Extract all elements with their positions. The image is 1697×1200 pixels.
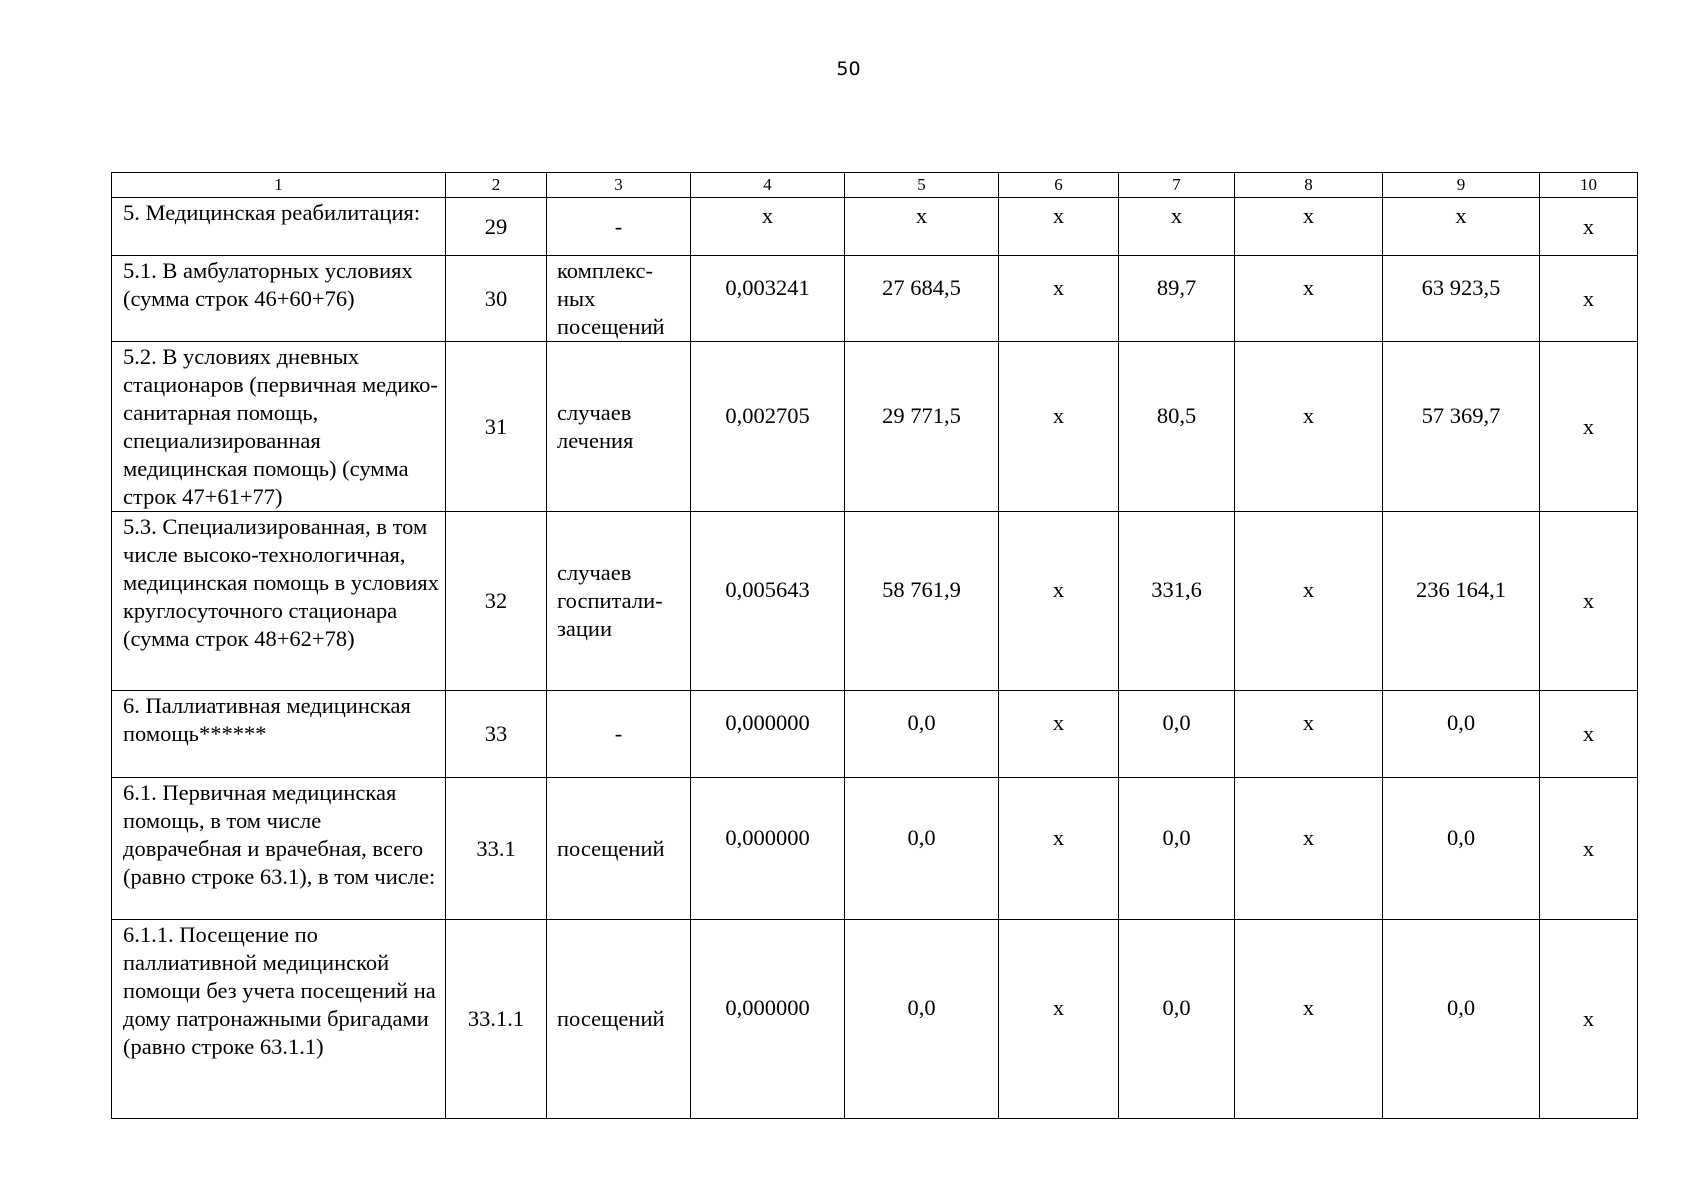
cell-c9 — [1383, 342, 1540, 512]
cell-value: х — [1302, 402, 1315, 428]
cell-value: 29 771,5 — [882, 402, 961, 428]
cell-c9 — [1383, 691, 1540, 778]
row-unit: комплекс- ных посещений — [547, 256, 691, 342]
cell-c5 — [845, 920, 999, 1119]
cell-c7 — [1119, 691, 1235, 778]
column-header: 7 — [1119, 173, 1235, 198]
table-row — [112, 342, 1638, 512]
row-number: 30 — [446, 256, 547, 342]
cell-value: 236 164,1 — [1416, 577, 1506, 602]
cell-value: 0,0 — [1162, 710, 1191, 735]
cell-value: 0,0 — [907, 710, 936, 735]
cell-c10: х — [1540, 778, 1638, 920]
table-row — [112, 691, 1638, 778]
row-label: 5.3. Специализированная, в том числе высоко-технологичная, медицинская помощь в условиях круглосуточного стационара (сумма строк 48+62+78) — [112, 512, 446, 691]
cell-value: х — [1302, 274, 1315, 300]
cell-value: 331,6 — [1151, 577, 1202, 602]
cell-value: 27 684,5 — [882, 274, 961, 300]
cell-c7 — [1119, 342, 1235, 512]
cell-c8 — [1235, 512, 1383, 691]
row-number: 32 — [446, 512, 547, 691]
cell-c8 — [1235, 198, 1383, 256]
row-unit: случаев госпитали- зации — [547, 512, 691, 691]
column-header: 3 — [547, 173, 691, 198]
cell-c5 — [845, 256, 999, 342]
cell-c9 — [1383, 778, 1540, 920]
cell-c10: х — [1540, 198, 1638, 256]
cell-c10: х — [1540, 512, 1638, 691]
cell-c5 — [845, 342, 999, 512]
cell-value: 89,7 — [1156, 274, 1197, 300]
cell-c4 — [691, 198, 845, 256]
cell-c6 — [999, 920, 1119, 1119]
cell-c7 — [1119, 512, 1235, 691]
cell-c6 — [999, 691, 1119, 778]
row-unit: - — [547, 691, 691, 778]
column-header: 5 — [845, 173, 999, 198]
cell-c8 — [1235, 778, 1383, 920]
cell-c10: х — [1540, 691, 1638, 778]
row-label: 5. Медицинская реабилитация: — [112, 198, 446, 256]
cell-c10: х — [1540, 920, 1638, 1119]
cell-c10: х — [1540, 342, 1638, 512]
cell-c5 — [845, 691, 999, 778]
cell-value: х — [1052, 402, 1065, 428]
row-unit: посещений — [547, 778, 691, 920]
cell-value: 0,0 — [1446, 995, 1476, 1020]
cell-value: х — [761, 202, 774, 228]
cell-c9 — [1383, 256, 1540, 342]
column-header: 10 — [1540, 173, 1638, 198]
cell-value: 80,5 — [1156, 402, 1197, 428]
row-label: 6.1. Первичная медицинская помощь, в том числе доврачебная и врачебная, всего (равно строке 63.1), в том числе: — [112, 778, 446, 920]
column-header: 1 — [112, 173, 446, 198]
cell-value: 0,002705 — [725, 402, 810, 428]
cell-value: 63 923,5 — [1421, 274, 1501, 300]
row-unit: посещений — [547, 920, 691, 1119]
row-label: 6. Паллиативная медицинская помощь****** — [112, 691, 446, 778]
cell-value: 0,003241 — [725, 274, 810, 300]
cell-value: х — [1052, 824, 1065, 850]
cell-c6 — [999, 198, 1119, 256]
table-row — [112, 778, 1638, 920]
cell-value: х — [1455, 202, 1467, 228]
row-unit: случаев лечения — [547, 342, 691, 512]
row-number: 33.1.1 — [446, 920, 547, 1119]
column-header: 6 — [999, 173, 1119, 198]
row-label: 6.1.1. Посещение по паллиативной медицинской помощи без учета посещений на дому патронажными бригадами (равно строке 63.1.1) — [112, 920, 446, 1119]
cell-value: х — [1052, 202, 1065, 228]
row-number: 31 — [446, 342, 547, 512]
cell-c4 — [691, 778, 845, 920]
cell-c6 — [999, 512, 1119, 691]
table-row — [112, 256, 1638, 342]
data-table — [111, 172, 1638, 1119]
page-number: 50 — [836, 58, 861, 80]
row-number: 33 — [446, 691, 547, 778]
cell-c8 — [1235, 691, 1383, 778]
table-row — [112, 512, 1638, 691]
column-header: 4 — [691, 173, 845, 198]
cell-c6 — [999, 256, 1119, 342]
cell-c9 — [1383, 920, 1540, 1119]
cell-c7 — [1119, 778, 1235, 920]
cell-c5 — [845, 512, 999, 691]
cell-c4 — [691, 920, 845, 1119]
column-header: 8 — [1235, 173, 1383, 198]
cell-c7 — [1119, 920, 1235, 1119]
cell-c9 — [1383, 512, 1540, 691]
cell-value: х — [1052, 710, 1065, 735]
cell-value: х — [1302, 202, 1315, 228]
column-header: 9 — [1383, 173, 1540, 198]
cell-value: х — [1302, 577, 1315, 602]
column-header: 2 — [446, 173, 547, 198]
cell-c4 — [691, 691, 845, 778]
row-label: 5.2. В условиях дневных стационаров (первичная медико-санитарная помощь, специализированная медицинская помощь) (сумма строк 47+61+77) — [112, 342, 446, 512]
row-unit: - — [547, 198, 691, 256]
cell-c7 — [1119, 198, 1235, 256]
cell-c7 — [1119, 256, 1235, 342]
cell-value: 58 761,9 — [882, 577, 961, 602]
cell-value: 0,0 — [1162, 824, 1191, 850]
cell-value: 0,0 — [1446, 710, 1476, 735]
cell-value: 0,0 — [907, 995, 936, 1020]
cell-value: х — [1170, 202, 1183, 228]
cell-c4 — [691, 342, 845, 512]
cell-c8 — [1235, 920, 1383, 1119]
cell-c10: х — [1540, 256, 1638, 342]
table-header-row — [112, 173, 1638, 198]
table-row — [112, 920, 1638, 1119]
cell-value: х — [1052, 577, 1065, 602]
cell-c4 — [691, 256, 845, 342]
cell-value: 0,000000 — [725, 710, 810, 735]
cell-value: 0,005643 — [725, 577, 810, 602]
cell-value: 0,0 — [1446, 824, 1476, 850]
cell-value: х — [1302, 710, 1315, 735]
cell-c5 — [845, 198, 999, 256]
cell-c6 — [999, 342, 1119, 512]
row-label: 5.1. В амбулаторных условиях (сумма строк 46+60+76) — [112, 256, 446, 342]
cell-c9 — [1383, 198, 1540, 256]
cell-c6 — [999, 778, 1119, 920]
cell-value: 57 369,7 — [1421, 402, 1501, 428]
cell-c4 — [691, 512, 845, 691]
cell-value: х — [1052, 274, 1065, 300]
cell-value: 0,000000 — [725, 995, 810, 1020]
row-number: 33.1 — [446, 778, 547, 920]
cell-value: 0,0 — [907, 824, 936, 850]
cell-value: 0,000000 — [725, 824, 810, 850]
cell-c5 — [845, 778, 999, 920]
cell-c8 — [1235, 256, 1383, 342]
table-row — [112, 198, 1638, 256]
cell-c8 — [1235, 342, 1383, 512]
cell-value: х — [1302, 995, 1315, 1020]
cell-value: х — [915, 202, 928, 228]
row-number: 29 — [446, 198, 547, 256]
cell-value: х — [1052, 995, 1065, 1020]
cell-value: х — [1302, 824, 1315, 850]
cell-value: 0,0 — [1162, 995, 1191, 1020]
